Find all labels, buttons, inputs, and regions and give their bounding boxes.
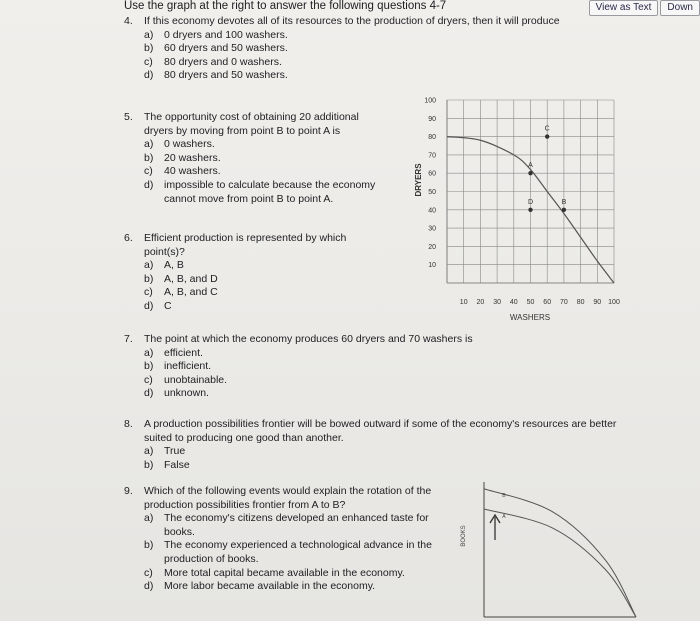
instructions: Use the graph at the right to answer the following questions 4-7: [124, 0, 447, 12]
y-tick-label: 90: [428, 115, 436, 123]
x-tick-label: 50: [526, 299, 535, 306]
question-7: [124, 333, 604, 401]
question-number: 6.: [124, 232, 133, 244]
point-label-d: D: [527, 198, 534, 206]
answer-option[interactable]: a) 0 dryers and 100 washers.: [144, 28, 288, 41]
answer-option[interactable]: d) impossible to calculate because the economy cannot move from point B to point A.: [144, 178, 376, 205]
x-tick-label: 40: [509, 299, 518, 306]
y-tick-label: 70: [428, 152, 436, 160]
question-stem: The opportunity cost of obtaining 20 additional dryers by moving from point B to point A is: [144, 111, 359, 137]
answer-option[interactable]: a) A, B: [144, 259, 184, 272]
answer-option[interactable]: d) More labor became available in the economy.: [144, 580, 376, 593]
question-number: 5.: [124, 111, 133, 123]
question-number: 7.: [124, 333, 133, 345]
answer-option[interactable]: c) A, B, and C: [144, 286, 218, 299]
ppf-curve-b: [484, 489, 636, 617]
y-tick-label: 80: [428, 134, 436, 142]
question-6: [124, 232, 404, 314]
point-d: [528, 208, 532, 212]
question-5: [124, 111, 404, 206]
x-tick-label: 100: [608, 299, 620, 306]
answer-option[interactable]: a) True: [144, 445, 186, 458]
question-4: [124, 15, 624, 83]
x-tick-label: 60: [543, 299, 552, 306]
x-tick-label: 70: [560, 299, 568, 306]
answer-option[interactable]: b) False: [144, 458, 190, 471]
y-tick-label: 10: [428, 262, 436, 270]
answer-option[interactable]: a) The economy's citizens developed an enhanced taste for books.: [144, 512, 429, 538]
answer-option[interactable]: c) 80 dryers and 0 washers.: [144, 55, 282, 68]
y-axis-label: DRYERS: [414, 163, 423, 197]
answer-option[interactable]: d) 80 dryers and 50 washers.: [144, 69, 288, 82]
x-tick-label: 10: [459, 299, 468, 306]
question-stem: The point at which the economy produces 60 dryers and 70 washers is: [144, 333, 473, 345]
answer-option[interactable]: a) 0 washers.: [144, 138, 215, 151]
download-button[interactable]: Down: [660, 0, 700, 16]
answer-option[interactable]: b) 60 dryers and 50 washers.: [144, 42, 288, 55]
question-number: 8.: [124, 418, 133, 430]
curve-label-a: A: [502, 514, 506, 520]
point-b: [562, 208, 566, 212]
question-number: 4.: [124, 15, 133, 27]
point-label-c: C: [544, 125, 550, 133]
answer-option[interactable]: a) efficient.: [144, 346, 203, 359]
chart-grid: [447, 100, 614, 283]
y-tick-label: 60: [428, 170, 436, 178]
point-label-b: B: [561, 198, 567, 206]
top-toolbar: [589, 0, 700, 16]
point-c: [545, 134, 549, 138]
question-9: [124, 485, 454, 594]
y-tick-label: 30: [428, 225, 436, 233]
question-stem: Efficient production is represented by which point(s)?: [144, 232, 347, 258]
x-tick-label: 90: [593, 299, 602, 306]
view-as-text-button[interactable]: View as Text: [589, 0, 659, 16]
answer-option[interactable]: b) 20 washers.: [144, 151, 221, 164]
y-tick-labels: [424, 98, 436, 270]
answer-option[interactable]: c) 40 washers.: [144, 165, 221, 178]
answer-option[interactable]: d) C: [144, 299, 172, 312]
point-label-a: A: [528, 162, 533, 170]
point-a: [528, 171, 532, 175]
rotation-arrow-icon: [490, 515, 500, 540]
x-tick-label: 30: [493, 299, 501, 306]
question-stem: Which of the following events would explain the rotation of the production possibilities frontier from A to B?: [144, 485, 432, 511]
y-tick-label: 100: [424, 97, 436, 105]
answer-option[interactable]: c) More total capital became available in the economy.: [144, 566, 405, 579]
question-stem: If this economy devotes all of its resources to the production of dryers, then it will produce: [144, 15, 560, 27]
answer-option[interactable]: d) unknown.: [144, 387, 209, 400]
y-tick-label: 20: [428, 243, 436, 251]
y-axis-label: BOOKS: [461, 525, 467, 547]
x-axis-label: WASHERS: [509, 313, 551, 322]
x-tick-label: 20: [476, 299, 485, 306]
x-tick-label: 80: [576, 299, 585, 306]
curve-label-b: B: [502, 492, 506, 499]
rotation-chart: [450, 470, 640, 621]
ppf-curve-a: [484, 509, 636, 617]
ppf-chart: [400, 88, 640, 328]
y-tick-label: 50: [428, 189, 436, 196]
question-number: 9.: [124, 485, 133, 497]
answer-option[interactable]: b) inefficient.: [144, 360, 212, 373]
answer-option[interactable]: b) A, B, and D: [144, 272, 218, 285]
answer-option[interactable]: b) The economy experienced a technological advance in the production of books.: [144, 539, 432, 565]
y-tick-label: 40: [428, 207, 436, 215]
question-stem: A production possibilities frontier will be bowed outward if some of the economy's resources are better suited to producing one good than another.: [144, 418, 617, 444]
question-8: [124, 418, 664, 472]
answer-option[interactable]: c) unobtainable.: [144, 373, 228, 386]
x-tick-labels: [460, 299, 620, 306]
